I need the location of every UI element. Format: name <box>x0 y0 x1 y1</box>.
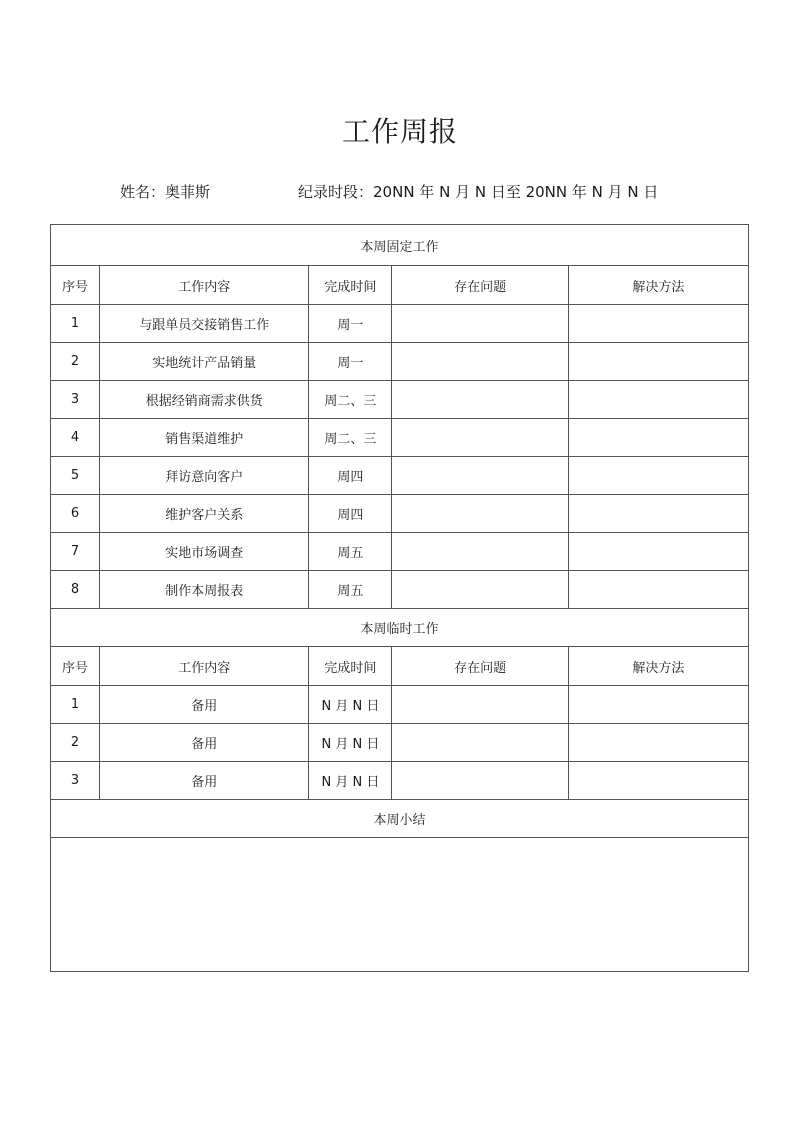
row-time: N 月 N 日 <box>309 724 392 762</box>
row-solution-cell[interactable] <box>568 419 748 457</box>
row-num: 7 <box>51 533 100 571</box>
col-header-task: 工作内容 <box>100 647 309 686</box>
row-issue-cell[interactable] <box>392 305 568 343</box>
temp-work-section-header <box>51 609 749 647</box>
row-solution-cell[interactable] <box>568 686 748 724</box>
row-num: 2 <box>51 724 100 762</box>
row-solution-cell[interactable] <box>568 381 748 419</box>
table-row <box>51 381 749 419</box>
row-num: 6 <box>51 495 100 533</box>
summary-body-row <box>51 838 749 972</box>
table-row <box>51 495 749 533</box>
row-time: 周一 <box>309 343 392 381</box>
row-solution-cell[interactable] <box>568 571 748 609</box>
summary-title: 本周小结 <box>51 800 749 838</box>
table-row <box>51 419 749 457</box>
row-issue-cell[interactable] <box>392 724 568 762</box>
row-issue-cell[interactable] <box>392 381 568 419</box>
row-task: 制作本周报表 <box>100 571 309 609</box>
period-field <box>298 181 658 202</box>
row-time: 周二、三 <box>309 381 392 419</box>
period-value: 20NN 年 N 月 N 日至 20NN 年 N 月 N 日 <box>373 183 659 201</box>
table-row <box>51 686 749 724</box>
fixed-work-section-header <box>51 225 749 266</box>
row-num: 1 <box>51 305 100 343</box>
row-time: 周二、三 <box>309 419 392 457</box>
col-header-solution: 解决方法 <box>568 647 748 686</box>
row-task: 实地市场调查 <box>100 533 309 571</box>
page-title: 工作周报 <box>341 115 458 148</box>
row-issue-cell[interactable] <box>392 457 568 495</box>
col-header-issue: 存在问题 <box>392 647 568 686</box>
row-num: 1 <box>51 686 100 724</box>
row-task: 备用 <box>100 724 309 762</box>
row-num: 3 <box>51 762 100 800</box>
fixed-work-title: 本周固定工作 <box>51 225 749 266</box>
row-time: N 月 N 日 <box>309 686 392 724</box>
row-issue-cell[interactable] <box>392 571 568 609</box>
report-meta <box>0 181 800 205</box>
col-header-issue: 存在问题 <box>392 266 568 305</box>
row-solution-cell[interactable] <box>568 762 748 800</box>
row-solution-cell[interactable] <box>568 724 748 762</box>
row-task: 根据经销商需求供货 <box>100 381 309 419</box>
row-task: 备用 <box>100 686 309 724</box>
col-header-time: 完成时间 <box>309 266 392 305</box>
row-task: 与跟单员交接销售工作 <box>100 305 309 343</box>
temp-work-title: 本周临时工作 <box>51 609 749 647</box>
row-time: N 月 N 日 <box>309 762 392 800</box>
row-num: 5 <box>51 457 100 495</box>
row-issue-cell[interactable] <box>392 419 568 457</box>
row-issue-cell[interactable] <box>392 762 568 800</box>
name-label: 姓名： <box>120 183 166 201</box>
row-task: 维护客户关系 <box>100 495 309 533</box>
summary-section-header <box>51 800 749 838</box>
row-issue-cell[interactable] <box>392 686 568 724</box>
row-task: 销售渠道维护 <box>100 419 309 457</box>
row-num: 3 <box>51 381 100 419</box>
row-task: 实地统计产品销量 <box>100 343 309 381</box>
row-time: 周五 <box>309 571 392 609</box>
row-issue-cell[interactable] <box>392 533 568 571</box>
col-header-num: 序号 <box>51 266 100 305</box>
name-value: 奥菲斯 <box>165 183 211 201</box>
name-field <box>120 181 210 202</box>
row-solution-cell[interactable] <box>568 343 748 381</box>
row-time: 周五 <box>309 533 392 571</box>
row-issue-cell[interactable] <box>392 343 568 381</box>
row-time: 周四 <box>309 495 392 533</box>
table-row <box>51 457 749 495</box>
table-row <box>51 343 749 381</box>
row-solution-cell[interactable] <box>568 533 748 571</box>
col-header-task: 工作内容 <box>100 266 309 305</box>
temp-column-header-row <box>51 647 749 686</box>
row-solution-cell[interactable] <box>568 495 748 533</box>
table-row <box>51 762 749 800</box>
row-time: 周四 <box>309 457 392 495</box>
col-header-solution: 解决方法 <box>568 266 748 305</box>
col-header-time: 完成时间 <box>309 647 392 686</box>
row-solution-cell[interactable] <box>568 305 748 343</box>
table-row <box>51 571 749 609</box>
row-issue-cell[interactable] <box>392 495 568 533</box>
row-num: 8 <box>51 571 100 609</box>
row-task: 拜访意向客户 <box>100 457 309 495</box>
period-label: 纪录时段： <box>298 183 374 201</box>
table-row <box>51 724 749 762</box>
row-time: 周一 <box>309 305 392 343</box>
fixed-column-header-row <box>51 266 749 305</box>
table-row <box>51 305 749 343</box>
table-row <box>51 533 749 571</box>
summary-text-area[interactable] <box>51 838 749 972</box>
weekly-report-table <box>50 224 749 972</box>
row-solution-cell[interactable] <box>568 457 748 495</box>
row-task: 备用 <box>100 762 309 800</box>
row-num: 4 <box>51 419 100 457</box>
col-header-num: 序号 <box>51 647 100 686</box>
row-num: 2 <box>51 343 100 381</box>
